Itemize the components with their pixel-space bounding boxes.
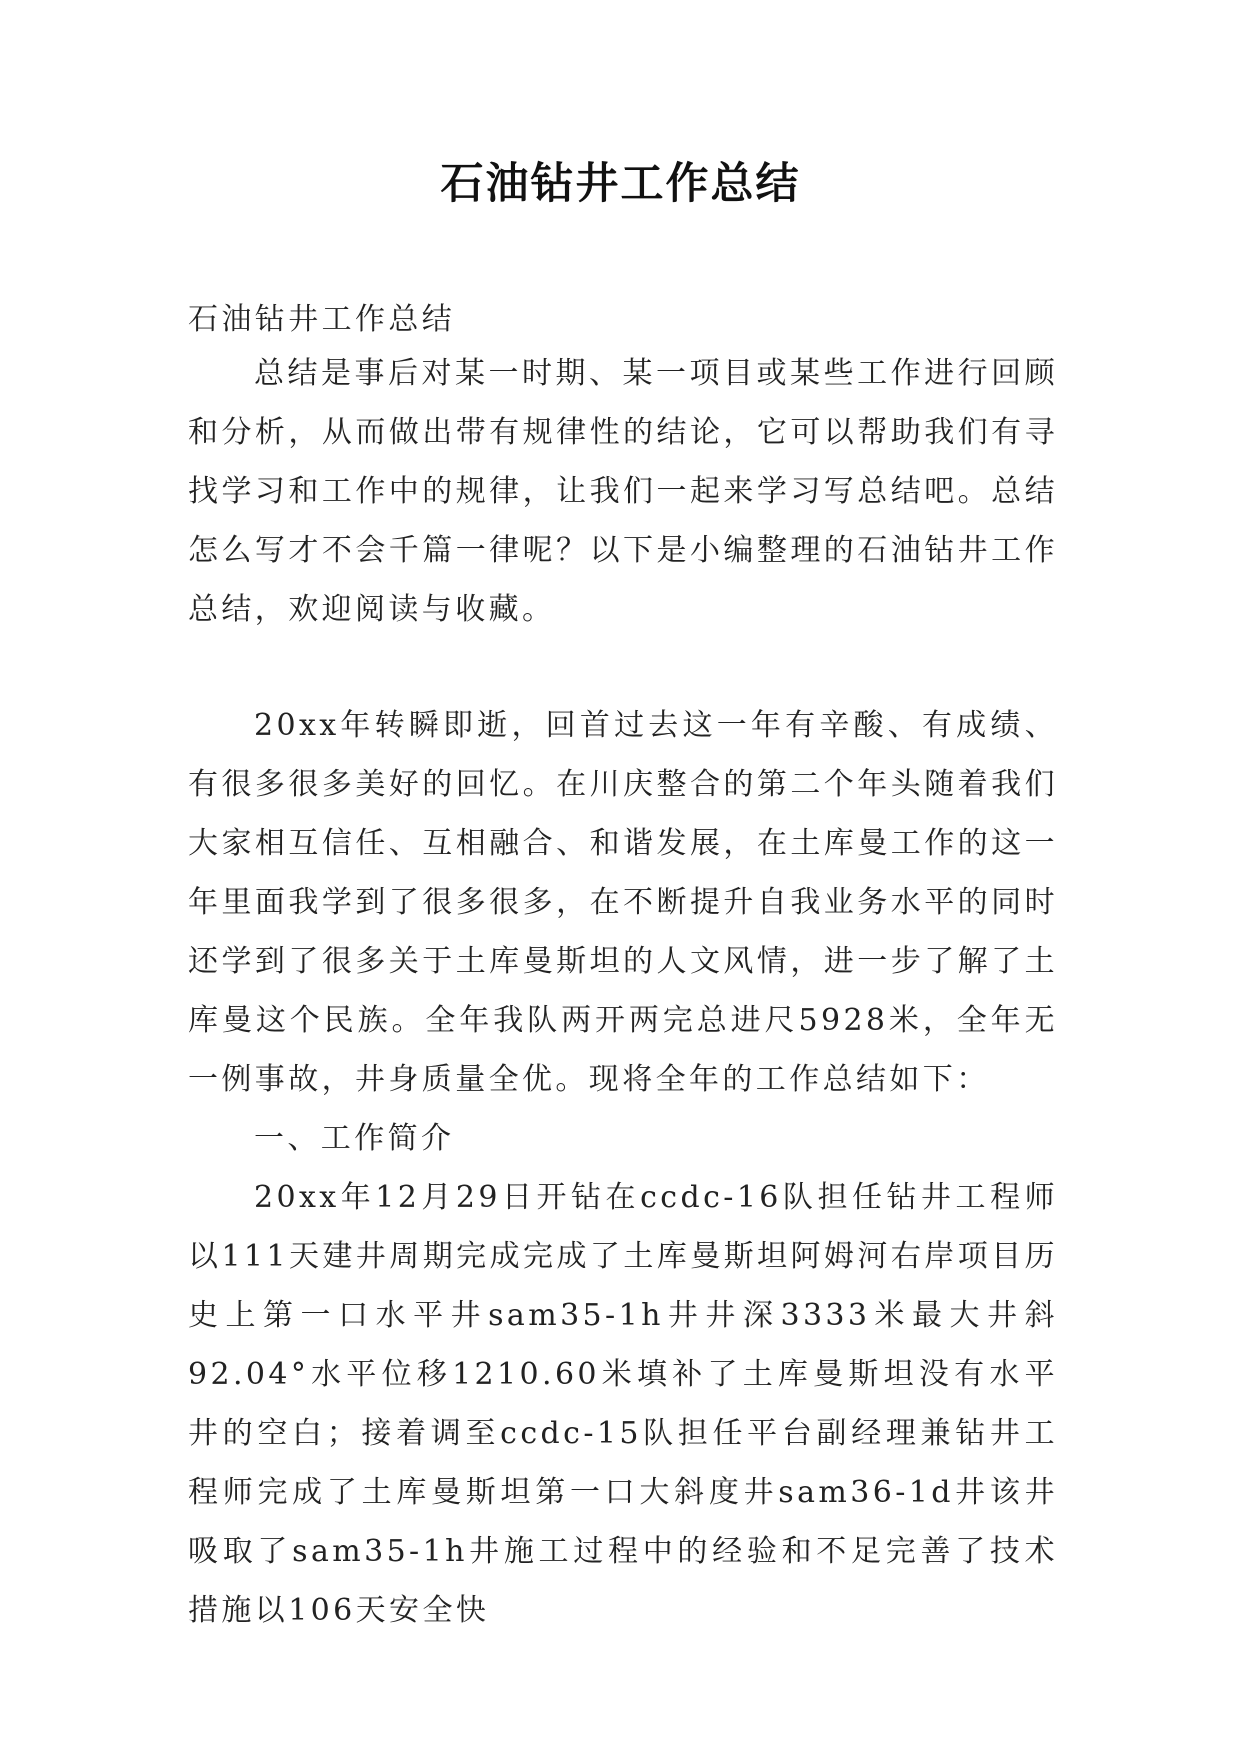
document-subtitle: 石油钻井工作总结 (188, 302, 456, 337)
intro-block (188, 344, 1058, 639)
document-title: 石油钻井工作总结 (440, 159, 801, 209)
body-paragraph-2: 20xx年12月29日开钻在ccdc-16队担任钻井工程师以111天建井周期完成完成了土库曼斯坦阿姆河右岸项目历史上第一口水平井sam35-1h井井深3333米最大井斜92.04°水平位移1210.60米填补了土库曼斯坦没有水平井的空白；接着调至ccdc-15队担任平台副经理兼钻井工程师完成了土库曼斯坦第一口大斜度井sam36-1d井该井吸取了sam35-1h井施工过程中的经验和不足完善了技术措施以106天安全快 (188, 1180, 1058, 1628)
intro-paragraph: 总结是事后对某一时期、某一项目或某些工作进行回顾和分析，从而做出带有规律性的结论，它可以帮助我们有寻找学习和工作中的规律，让我们一起来学习写总结吧。总结怎么写才不会千篇一律呢？以下是小编整理的石油钻井工作总结，欢迎阅读与收藏。 (188, 356, 1058, 627)
body-paragraph-1: 20xx年转瞬即逝，回首过去这一年有辛酸、有成绩、有很多很多美好的回忆。在川庆整合的第二个年头随着我们大家相互信任、互相融合、和谐发展，在土库曼工作的这一年里面我学到了很多很多，在不断提升自我业务水平的同时还学到了很多关于土库曼斯坦的人文风情，进一步了解了土库曼这个民族。全年我队两开两完总进尺5928米，全年无一例事故，井身质量全优。现将全年的工作总结如下： (188, 708, 1058, 1097)
document-subtitle-block (188, 290, 1058, 349)
main-content (188, 696, 1058, 1640)
section-heading: 一、工作简介 (254, 1121, 455, 1156)
